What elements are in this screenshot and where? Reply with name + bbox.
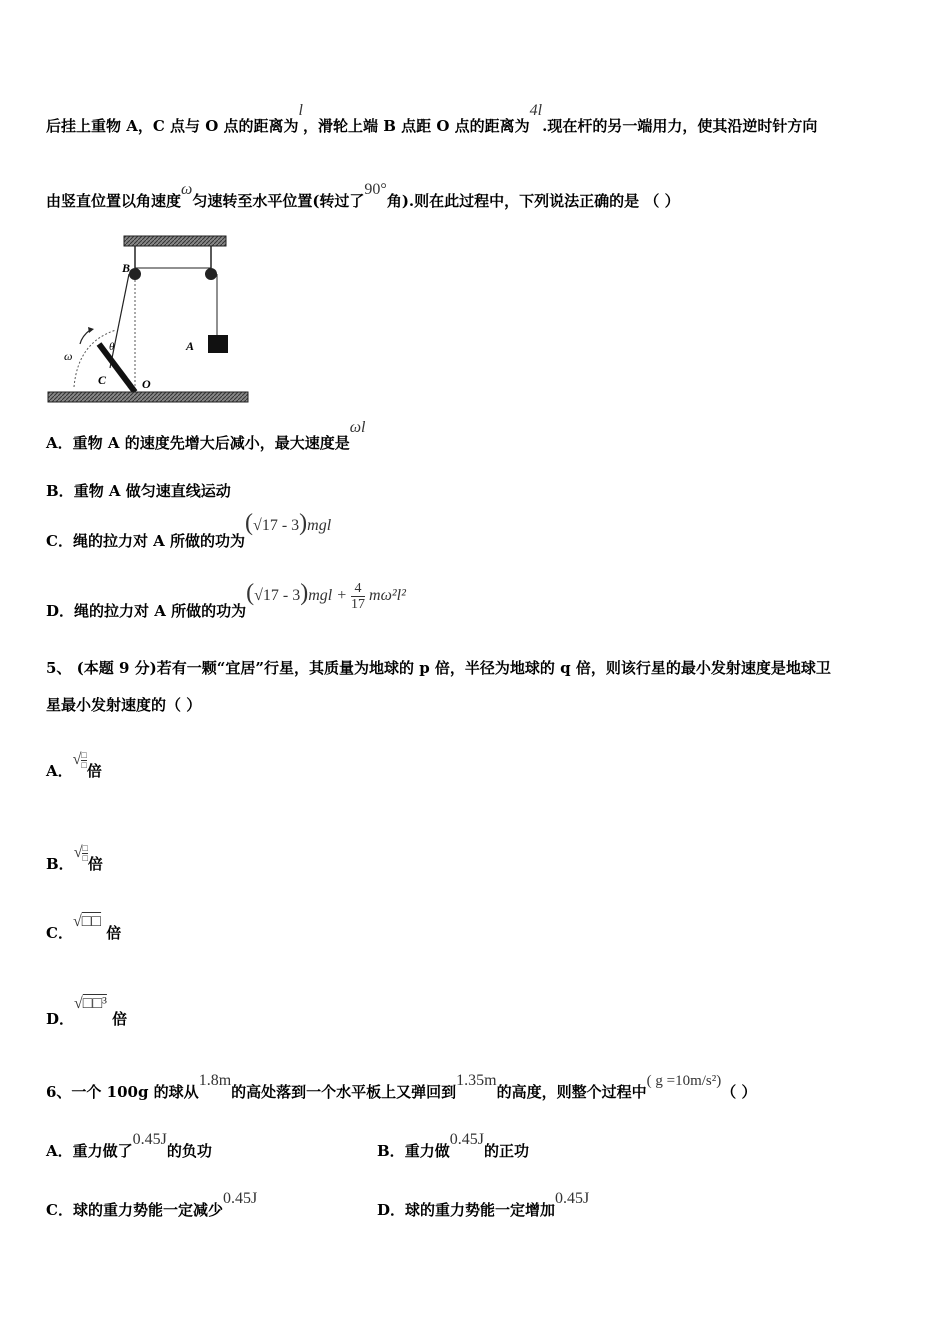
math-omega: ω: [181, 181, 193, 198]
option-text: 倍: [112, 1010, 128, 1028]
math-90deg: 90°: [364, 181, 387, 198]
frac-num: 4: [354, 580, 362, 596]
option-label: C．: [46, 532, 73, 550]
paren: ): [300, 580, 309, 606]
q4-stem-text: 后挂上重物 A，C 点与 O 点的距离为: [46, 117, 299, 135]
option-label: A．: [46, 434, 73, 452]
option-text: 重力做了: [72, 1142, 133, 1160]
q5-option-B: [46, 842, 103, 875]
frac-den: □: [82, 852, 88, 863]
option-text: 重力做: [404, 1142, 450, 1160]
minus-3: - 3: [277, 517, 300, 534]
q4-stem-text: 角).则在此过程中，下列说法正确的是 （ ）: [386, 192, 680, 210]
q6-stem-text: 的高处落到一个水平板上又弹回到: [231, 1083, 457, 1101]
label-A: A: [186, 339, 195, 353]
pulley-diagram: [46, 232, 252, 408]
fraction-4-17: [351, 581, 365, 612]
g-note: ( g =10m/s²): [646, 1073, 722, 1089]
option-text: 绳的拉力对 A 所做的功为: [72, 532, 246, 550]
option-text: 的正功: [483, 1142, 529, 1160]
radicand: □□: [81, 913, 102, 930]
pulley-left: [129, 268, 141, 280]
q5-stem-line2: [46, 694, 201, 715]
q5-stem-text: 星最小发射速度的（ ）: [46, 696, 202, 714]
option-label: A．: [46, 762, 73, 780]
value-1.35m: 1.35m: [456, 1072, 497, 1089]
value-0.45J: 0.45J: [449, 1131, 484, 1148]
q6-option-A: [46, 1131, 212, 1161]
paren: (: [245, 510, 254, 536]
option-label: D．: [377, 1201, 406, 1219]
ceiling: [124, 236, 226, 246]
math-work-D: [246, 580, 406, 612]
value-1.8m: 1.8m: [198, 1072, 232, 1089]
paren: (: [246, 580, 255, 606]
math-4l: 4l: [529, 102, 543, 119]
q5-stem-text: 5、 (本题 9 分)若有一颗“宜居”行星，其质量为地球的 p 倍，半径为地球的 q 倍，则该行星的最小发射速度是地球卫: [46, 659, 831, 677]
value-0.45J: 0.45J: [132, 1131, 167, 1148]
frac-num: □: [82, 842, 88, 853]
q6-option-C: [46, 1190, 258, 1220]
q4-stem-text: 匀速转至水平位置(转过了: [192, 192, 365, 210]
sqrt-pq3: √□□³: [74, 995, 107, 1012]
q6-stem: [46, 1072, 757, 1102]
frac-den: 17: [351, 596, 366, 612]
sqrt-pq: √□□: [72, 913, 102, 930]
q4-stem-line1: [46, 102, 818, 136]
sqrt-fraction: √ $\frac{□}{□}$: [73, 842, 88, 863]
option-text: 绳的拉力对 A 所做的功为: [74, 602, 247, 620]
frac-den: □: [81, 759, 87, 770]
option-label: C．: [46, 924, 73, 942]
option-text: 倍: [106, 924, 122, 942]
minus-3: - 3: [278, 587, 301, 604]
q4-option-B: [46, 480, 231, 501]
option-label: A．: [46, 1142, 73, 1160]
q4-option-A: [46, 419, 366, 453]
q4-option-D: [46, 580, 406, 628]
value-0.45J: 0.45J: [222, 1190, 258, 1207]
pulley-right: [205, 268, 217, 280]
option-label: D．: [46, 602, 75, 620]
mgl-plus: mgl +: [308, 587, 348, 604]
label-theta: θ: [109, 341, 115, 353]
m-omega2-l2: mω²l²: [369, 587, 406, 604]
q4-option-C: [46, 510, 332, 553]
q6-option-B: [377, 1131, 529, 1161]
sqrt-fraction: √ $\frac{□}{□}$: [72, 749, 87, 770]
q5-option-A: [46, 749, 102, 782]
option-label: C．: [46, 1201, 73, 1219]
q6-stem-text: （ ）: [721, 1083, 757, 1101]
label-C: C: [98, 373, 107, 387]
paren: ): [299, 510, 308, 536]
q4-stem-text: 由竖直位置以角速度: [46, 192, 182, 210]
weight-A: [208, 335, 228, 353]
sqrt-17: √17: [254, 587, 279, 604]
math-l: l: [298, 102, 303, 119]
option-text: 倍: [87, 855, 103, 873]
option-text: 球的重力势能一定增加: [405, 1201, 556, 1219]
radicand: □□³: [82, 995, 107, 1012]
ground: [48, 392, 248, 402]
option-text: 重物 A 做匀速直线运动: [73, 482, 231, 500]
option-label: B．: [46, 855, 74, 873]
label-omega: ω: [64, 349, 73, 363]
option-text: 球的重力势能一定减少: [72, 1201, 223, 1219]
q4-stem-text: ，滑轮上端 B 点距 O 点的距离为: [303, 117, 530, 135]
option-text: 倍: [86, 762, 102, 780]
option-text: 的负功: [166, 1142, 212, 1160]
q4-stem-text: .现在杆的另一端用力，使其沿逆时针方向: [542, 117, 818, 135]
q6-stem-text: 的高度，则整个过程中: [496, 1083, 647, 1101]
option-label: B．: [46, 482, 74, 500]
math-work-C: [245, 510, 332, 536]
sqrt-17: √17: [253, 517, 278, 534]
frac-num: □: [81, 749, 87, 760]
q6-stem-text: 6、一个 100g 的球从: [46, 1083, 199, 1101]
label-O: O: [142, 377, 151, 391]
option-text: 重物 A 的速度先增大后减小，最大速度是: [72, 434, 350, 452]
q5-stem-line1: [46, 657, 831, 678]
label-B: B: [122, 261, 131, 275]
q6-option-D: [377, 1190, 590, 1220]
option-label: D．: [46, 1010, 75, 1028]
q5-option-D: [46, 995, 128, 1029]
mgl: mgl: [307, 517, 332, 534]
option-label: B．: [377, 1142, 405, 1160]
q5-option-C: [46, 913, 122, 943]
value-0.45J: 0.45J: [555, 1190, 590, 1207]
math-omega-l: ωl: [349, 419, 366, 436]
q4-stem-line2: [46, 181, 680, 211]
